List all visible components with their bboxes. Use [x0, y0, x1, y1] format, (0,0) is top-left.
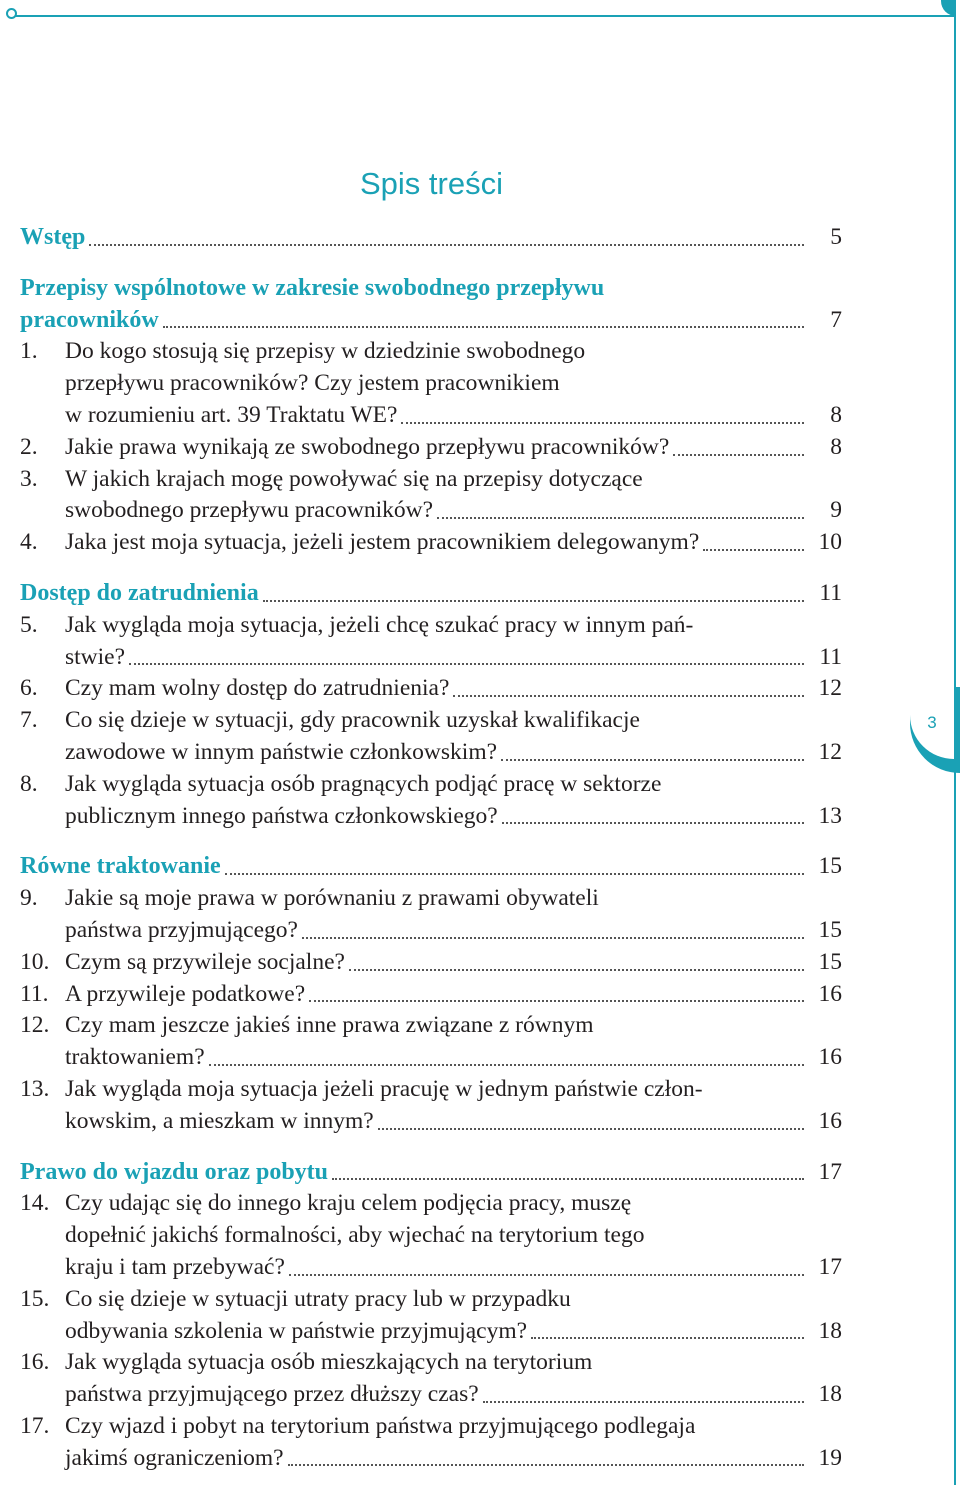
- toc-item-line[interactable]: [20, 1106, 842, 1138]
- toc-item-line[interactable]: [20, 1379, 842, 1411]
- toc-item-line[interactable]: [20, 1284, 842, 1316]
- item-text: Jak wygląda sytuacja osób pragnących podjąć pracę w sektorze: [65, 770, 662, 797]
- item-text: Jakie są moje prawa w porównaniu z prawami obywateli: [65, 885, 599, 912]
- toc-item-line[interactable]: [20, 1220, 842, 1252]
- toc-item[interactable]: [20, 1010, 842, 1074]
- item-text: A przywileje podatkowe?: [65, 980, 306, 1007]
- dot-leader: [502, 822, 804, 824]
- toc-section: [20, 222, 842, 254]
- item-number: 10.: [20, 948, 50, 975]
- page-ref: 17: [818, 1253, 842, 1280]
- item-number: 3.: [20, 465, 38, 492]
- toc-item-line[interactable]: [20, 801, 842, 833]
- toc-item-line[interactable]: [20, 527, 842, 559]
- dot-leader: [483, 1401, 804, 1403]
- toc-item-line[interactable]: [20, 1443, 842, 1475]
- page-ref: 12: [818, 738, 842, 765]
- dot-leader: [302, 937, 804, 939]
- page-ref: 7: [830, 306, 842, 333]
- item-text: Jakie prawa wynikają ze swobodnego przepływu pracowników?: [65, 433, 670, 460]
- toc-item-line[interactable]: [20, 673, 842, 705]
- item-text: stwie?: [65, 643, 126, 670]
- item-text: Co się dzieje w sytuacji, gdy pracownik uzyskał kwalifikacje: [65, 707, 640, 734]
- toc-section: [20, 578, 842, 832]
- item-number: 14.: [20, 1190, 50, 1217]
- page-ref: 17: [818, 1158, 842, 1185]
- section-title: Równe traktowanie: [20, 853, 221, 880]
- item-text: jakimś ograniczeniom?: [65, 1444, 284, 1471]
- item-number: 12.: [20, 1012, 50, 1039]
- page-ref: 12: [818, 675, 842, 702]
- dot-leader: [225, 873, 804, 875]
- item-text: kraju i tam przebywać?: [65, 1253, 285, 1280]
- toc-item[interactable]: [20, 673, 842, 705]
- item-text: Czym są przywileje socjalne?: [65, 948, 345, 975]
- toc-section: [20, 1157, 842, 1475]
- toc-item[interactable]: [20, 527, 842, 559]
- item-text: odbywania szkolenia w państwie przyjmującym?: [65, 1317, 528, 1344]
- dot-leader: [89, 244, 804, 246]
- page-ref: 15: [818, 916, 842, 943]
- item-number: 2.: [20, 433, 38, 460]
- page-ref: 15: [818, 948, 842, 975]
- toc-item[interactable]: [20, 1284, 842, 1348]
- dot-leader: [703, 549, 804, 551]
- item-text: państwa przyjmującego przez dłuższy czas?: [65, 1381, 479, 1408]
- toc-item-line[interactable]: [20, 400, 842, 432]
- page-ref: 9: [830, 497, 842, 524]
- item-text: zawodowe w innym państwie członkowskim?: [65, 738, 498, 765]
- dot-leader: [437, 517, 804, 519]
- toc-item-line[interactable]: [20, 1042, 842, 1074]
- page-ref: 11: [819, 579, 842, 606]
- dot-leader: [401, 422, 804, 424]
- page-ref: 18: [818, 1381, 842, 1408]
- toc-item-line[interactable]: [20, 705, 842, 737]
- item-number: 17.: [20, 1412, 50, 1439]
- toc-item-line[interactable]: [20, 1347, 842, 1379]
- item-number: 13.: [20, 1075, 50, 1102]
- page-title: Spis treści: [360, 166, 503, 201]
- section-heading-link[interactable]: [20, 1157, 842, 1189]
- dot-leader: [309, 1000, 804, 1002]
- toc-item-line[interactable]: [20, 883, 842, 915]
- frame-corner: [941, 0, 956, 16]
- item-number: 11.: [20, 980, 49, 1007]
- toc-item[interactable]: [20, 1074, 842, 1138]
- toc-item-line[interactable]: [20, 769, 842, 801]
- section-title: Dostęp do zatrudnienia: [20, 579, 259, 606]
- page-number-tab: [910, 687, 960, 773]
- page-ref: 13: [818, 802, 842, 829]
- page-ref: 16: [818, 980, 842, 1007]
- dot-leader: [263, 600, 804, 602]
- item-text: Jak wygląda sytuacja osób mieszkających na terytorium: [65, 1349, 593, 1376]
- toc-item-line[interactable]: [20, 947, 842, 979]
- item-text: w rozumieniu art. 39 Traktatu WE?: [65, 401, 398, 428]
- table-of-contents: [20, 222, 842, 1474]
- item-number: 5.: [20, 611, 38, 638]
- toc-item-line[interactable]: [20, 1411, 842, 1443]
- dot-leader: [349, 969, 804, 971]
- page-ref: 10: [818, 529, 842, 556]
- toc-item[interactable]: [20, 1411, 842, 1475]
- toc-item[interactable]: [20, 1188, 842, 1283]
- item-number: 8.: [20, 770, 38, 797]
- item-text: Czy udając się do innego kraju celem podjęcia pracy, muszę: [65, 1190, 632, 1217]
- toc-item[interactable]: [20, 883, 842, 947]
- toc-item-line[interactable]: [20, 915, 842, 947]
- page-ref: 8: [830, 433, 842, 460]
- item-text: państwa przyjmującego?: [65, 916, 298, 943]
- item-text: Jaka jest moja sytuacja, jeżeli jestem pracownikiem delegowanym?: [65, 529, 700, 556]
- toc-item-line[interactable]: [20, 1316, 842, 1348]
- toc-item[interactable]: [20, 1347, 842, 1411]
- section-heading-link[interactable]: [20, 851, 842, 883]
- item-text: Do kogo stosują się przepisy w dziedzinie swobodnego: [65, 338, 586, 365]
- page-ref: 8: [830, 401, 842, 428]
- toc-item-line[interactable]: [20, 464, 842, 496]
- toc-item[interactable]: [20, 432, 842, 464]
- item-text: Jak wygląda moja sytuacja, jeżeli chcę szukać pracy w innym pań-: [65, 611, 694, 638]
- top-frame-line: [14, 15, 954, 17]
- frame-corner-dot: [6, 8, 17, 19]
- item-text: dopełnić jakichś formalności, aby wjechać na terytorium tego: [65, 1222, 645, 1249]
- page-ref: 5: [830, 224, 842, 250]
- section-title: Przepisy wspólnotowe w zakresie swobodnego przepływu: [20, 274, 605, 301]
- dot-leader: [453, 695, 804, 697]
- toc-item[interactable]: [20, 947, 842, 979]
- toc-item[interactable]: [20, 705, 842, 769]
- item-number: 16.: [20, 1349, 50, 1376]
- toc-item[interactable]: [20, 769, 842, 833]
- toc-item-line[interactable]: [20, 642, 842, 674]
- item-number: 9.: [20, 885, 38, 912]
- page-ref: 16: [818, 1044, 842, 1071]
- dot-leader: [288, 1464, 804, 1466]
- toc-item-line[interactable]: [20, 1188, 842, 1220]
- page-ref: 11: [819, 643, 842, 670]
- item-text: W jakich krajach mogę powoływać się na przepisy dotyczące: [65, 465, 643, 492]
- item-text: swobodnego przepływu pracowników?: [65, 497, 434, 524]
- item-text: kowskim, a mieszkam w innym?: [65, 1107, 374, 1134]
- toc-item-line[interactable]: [20, 979, 842, 1011]
- dot-leader: [129, 663, 804, 665]
- toc-item[interactable]: [20, 464, 842, 528]
- item-text: publicznym innego państwa członkowskiego?: [65, 802, 498, 829]
- item-text: Czy wjazd i pobyt na terytorium państwa przyjmującego podlegaja: [65, 1412, 696, 1439]
- toc-section: [20, 273, 842, 559]
- toc-item[interactable]: [20, 610, 842, 674]
- toc-item-line[interactable]: [20, 737, 842, 769]
- item-number: 4.: [20, 529, 38, 556]
- item-text: Jak wygląda moja sytuacja jeżeli pracuję w jednym państwie człon-: [65, 1075, 703, 1102]
- toc-item-line[interactable]: [20, 368, 842, 400]
- item-number: 1.: [20, 338, 38, 365]
- item-text: traktowaniem?: [65, 1044, 205, 1071]
- item-text: przepływu pracowników? Czy jestem pracownikiem: [65, 370, 560, 397]
- toc-item-line[interactable]: [20, 1010, 842, 1042]
- toc-item-line[interactable]: [20, 336, 842, 368]
- item-text: Co się dzieje w sytuacji utraty pracy lub w przypadku: [65, 1285, 571, 1312]
- dot-leader: [673, 454, 804, 456]
- dot-leader: [501, 759, 804, 761]
- section-title: pracowników: [20, 306, 159, 333]
- section-title: Wstęp: [20, 224, 86, 250]
- toc-section: [20, 851, 842, 1137]
- toc-item-line[interactable]: [20, 495, 842, 527]
- item-number: 15.: [20, 1285, 50, 1312]
- section-heading-link[interactable]: [20, 305, 842, 337]
- item-number: 7.: [20, 707, 38, 734]
- item-number: 6.: [20, 675, 38, 702]
- toc-item-line[interactable]: [20, 1074, 842, 1106]
- item-text: Czy mam jeszcze jakieś inne prawa związane z równym: [65, 1012, 594, 1039]
- item-text: Czy mam wolny dostęp do zatrudnienia?: [65, 675, 450, 702]
- dot-leader: [531, 1337, 804, 1339]
- section-heading-link[interactable]: [20, 273, 842, 305]
- toc-item-line[interactable]: [20, 610, 842, 642]
- toc-item-line[interactable]: [20, 1252, 842, 1284]
- page-ref: 16: [818, 1107, 842, 1134]
- dot-leader: [209, 1064, 804, 1066]
- section-heading-link[interactable]: [20, 578, 842, 610]
- toc-item[interactable]: [20, 979, 842, 1011]
- section-heading-link[interactable]: [20, 222, 842, 254]
- page-ref: 19: [818, 1444, 842, 1471]
- page-ref: 18: [818, 1317, 842, 1344]
- page-ref: 15: [818, 853, 842, 880]
- dot-leader: [163, 326, 804, 328]
- toc-item-line[interactable]: [20, 432, 842, 464]
- dot-leader: [332, 1178, 804, 1180]
- page-number: 3: [927, 713, 937, 732]
- section-title: Prawo do wjazdu oraz pobytu: [20, 1158, 329, 1185]
- dot-leader: [378, 1128, 804, 1130]
- dot-leader: [289, 1274, 804, 1276]
- toc-item[interactable]: [20, 336, 842, 431]
